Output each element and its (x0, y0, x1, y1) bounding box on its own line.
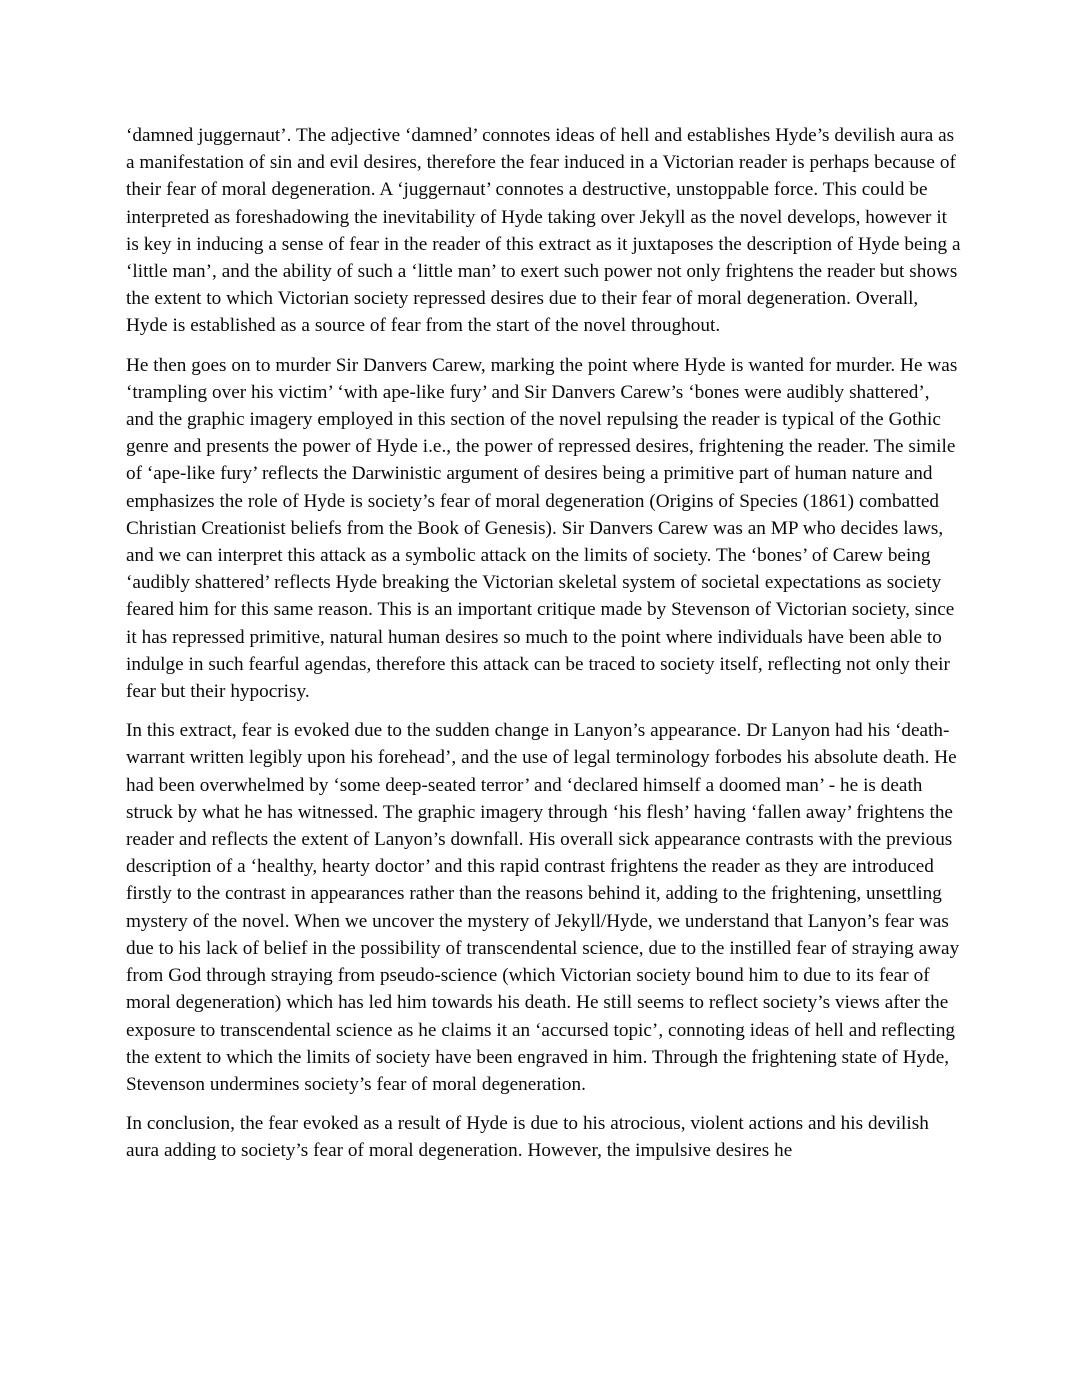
paragraph-2: He then goes on to murder Sir Danvers Carew, marking the point where Hyde is wanted for murder. He was ‘trampling over his victim’ ‘with ape-like fury’ and Sir Danvers Carew’s ‘bones were audibly shattered’, and the graphic imagery employed in this section of the novel repulsing the reader is typical of the Gothic genre and presents the power of Hyde i.e., the power of repressed desires, frightening the reader. The simile of ‘ape-like fury’ reflects the Darwinistic argument of desires being a primitive part of human nature and emphasizes the role of Hyde is society’s fear of moral degeneration (Origins of Species (1861) combatted Christian Creationist beliefs from the Book of Genesis). Sir Danvers Carew was an MP who decides laws, and we can interpret this attack as a symbolic attack on the limits of society. The ‘bones’ of Carew being ‘audibly shattered’ reflects Hyde breaking the Victorian skeletal system of societal expectations as society feared him for this same reason. This is an important critique made by Stevenson of Victorian society, since it has repressed primitive, natural human desires so much to the point where individuals have been able to indulge in such fearful agendas, therefore this attack can be traced to society itself, reflecting not only their fear but their hypocrisy. (126, 354, 958, 703)
paragraph-1: ‘damned juggernaut’. The adjective ‘damned’ connotes ideas of hell and establishes Hyde’s devilish aura as a manifestation of sin and evil desires, therefore the fear induced in a Victorian reader is perhaps because of their fear of moral degeneration. A ‘juggernaut’ connotes a destructive, unstoppable force. This could be interpreted as foreshadowing the inevitability of Hyde taking over Jekyll as the novel develops, however it is key in inducing a sense of fear in the reader of this extract as it juxtaposes the description of Hyde being a ‘little man’, and the ability of such a ‘little man’ to exert such power not only frightens the reader but shows the extent to which Victorian society repressed desires due to their fear of moral degeneration. Overall, Hyde is established as a source of fear from the start of the novel throughout. (126, 125, 961, 337)
paragraph-3: In this extract, fear is evoked due to the sudden change in Lanyon’s appearance. Dr Lanyon had his ‘death-warrant written legibly upon his forehead’, and the use of legal terminology forbodes his absolute death. He had been overwhelmed by ‘some deep-seated terror’ and ‘declared himself a doomed man’ - he is death struck by what he has witnessed. The graphic imagery through ‘his flesh’ having ‘fallen away’ frightens the reader and reflects the extent of Lanyon’s downfall. His overall sick appearance contrasts with the previous description of a ‘healthy, hearty doctor’ and this rapid contrast frightens the reader as they are introduced firstly to the contrast in appearances rather than the reasons behind it, adding to the frightening, unsettling mystery of the novel. When we uncover the mystery of Jekyll/Hyde, we understand that Lanyon’s fear was due to his lack of belief in the possibility of transcendental science, due to the instilled fear of straying away from God through straying from pseudo-science (which Victorian society bound him to due to its fear of moral degeneration) which has led him towards his death. He still seems to reflect society’s views after the exposure to transcendental science as he claims it an ‘accursed topic’, connoting ideas of hell and reflecting the extent to which the limits of society have been engraved in him. Through the frightening state of Hyde, Stevenson undermines society’s fear of moral degeneration. (126, 720, 960, 1095)
paragraph-4: In conclusion, the fear evoked as a result of Hyde is due to his atrocious, violent actions and his devilish aura adding to society’s fear of moral degeneration. However, the impulsive desires he (126, 1113, 929, 1162)
body-text-column (126, 122, 962, 1165)
